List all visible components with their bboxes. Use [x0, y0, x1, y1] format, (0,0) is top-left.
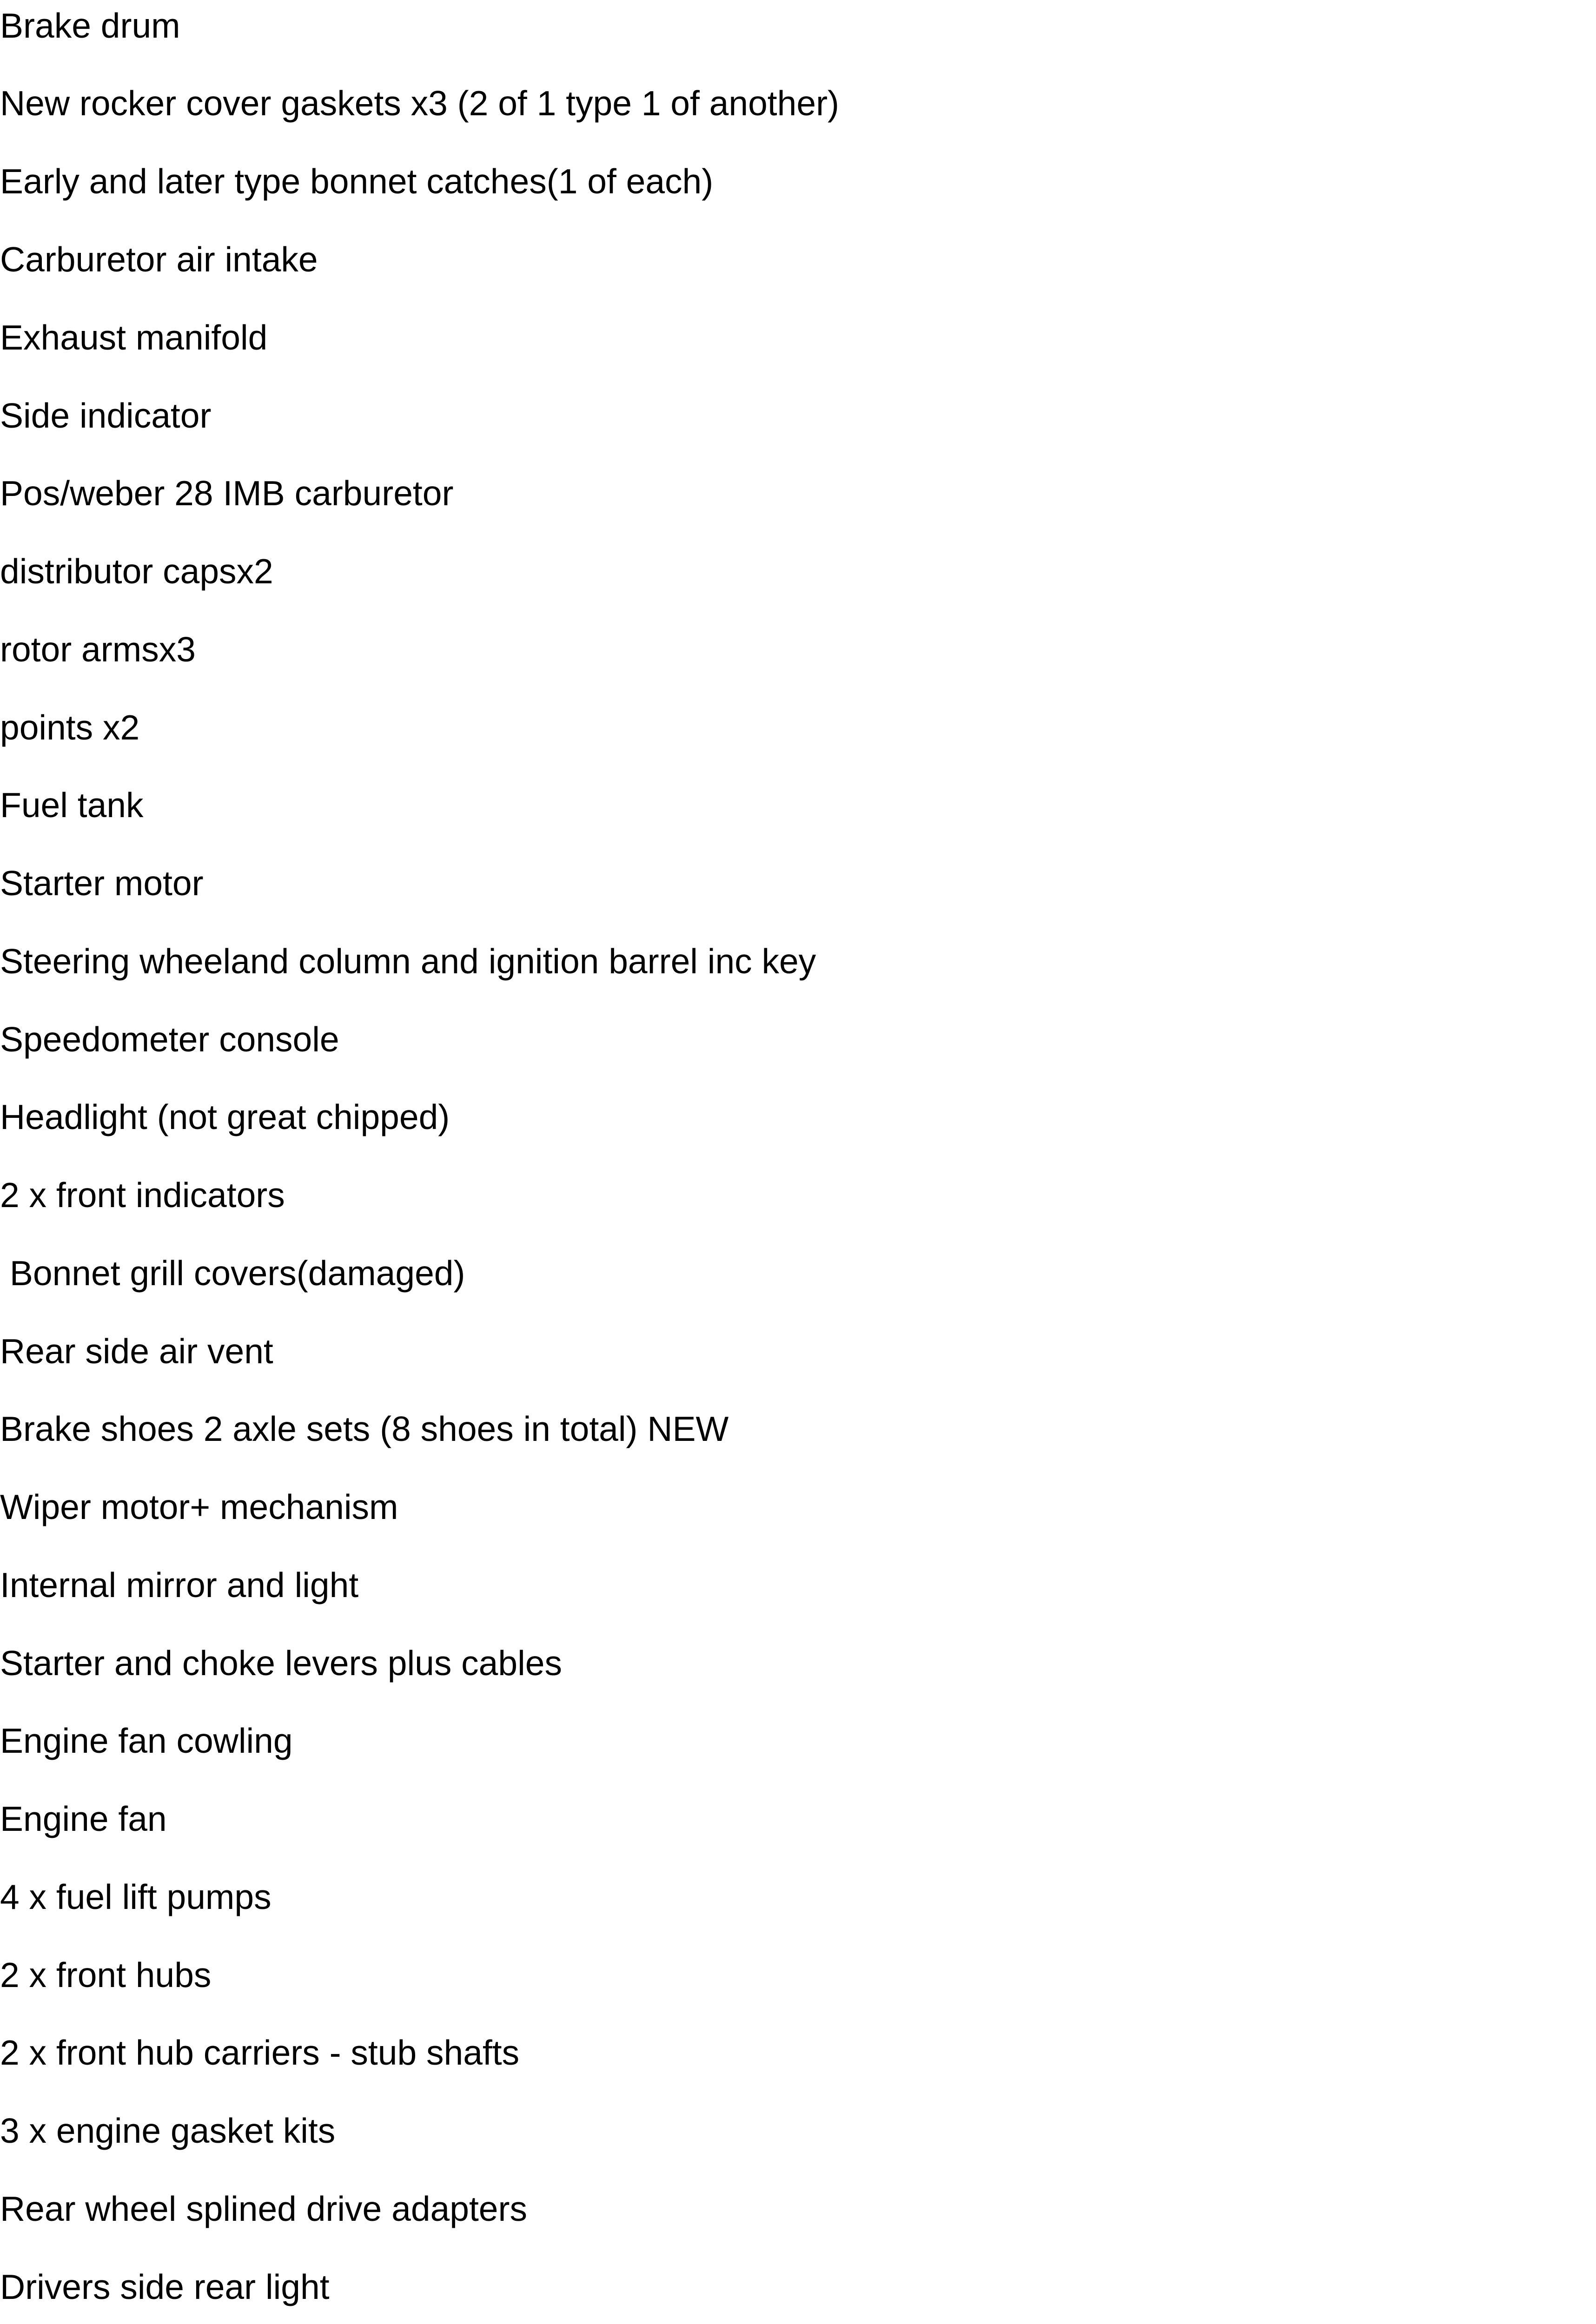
list-item: 2 x front hub carriers - stub shafts	[0, 2033, 520, 2072]
list-item: Wiper motor+ mechanism	[0, 1487, 398, 1526]
list-item: 4 x fuel lift pumps	[0, 1877, 272, 1916]
list-item: distributor capsx2	[0, 552, 273, 591]
list-item: Brake drum	[0, 6, 180, 45]
list-item: Rear side air vent	[0, 1332, 273, 1371]
list-item: Bonnet grill covers(damaged)	[0, 1254, 465, 1293]
list-item: Headlight (not great chipped)	[0, 1097, 450, 1136]
list-item: Exhaust manifold	[0, 318, 268, 357]
list-item: Carburetor air intake	[0, 240, 318, 279]
list-item: New rocker cover gaskets x3 (2 of 1 type 1 of another)	[0, 84, 840, 123]
list-item: Brake shoes 2 axle sets (8 shoes in total) NEW	[0, 1409, 729, 1448]
list-item: Internal mirror and light	[0, 1565, 359, 1604]
list-item: Pos/weber 28 IMB carburetor	[0, 474, 454, 513]
list-item: Engine fan	[0, 1799, 167, 1838]
list-item: Side indicator	[0, 396, 212, 435]
list-item: Speedometer console	[0, 1020, 339, 1059]
list-item: Steering wheeland column and ignition barrel inc key	[0, 942, 816, 981]
list-item: Starter motor	[0, 864, 204, 903]
list-item: Starter and choke levers plus cables	[0, 1644, 562, 1683]
list-item: Fuel tank	[0, 786, 144, 825]
list-item: 3 x engine gasket kits	[0, 2111, 336, 2150]
list-item: 2 x front indicators	[0, 1175, 285, 1215]
list-item: rotor armsx3	[0, 630, 196, 669]
list-item: Drivers side rear light	[0, 2267, 330, 2306]
list-item: Early and later type bonnet catches(1 of each)	[0, 162, 714, 201]
list-item: points x2	[0, 708, 140, 747]
list-item: Rear wheel splined drive adapters	[0, 2189, 527, 2228]
list-item: Engine fan cowling	[0, 1721, 293, 1760]
list-item: 2 x front hubs	[0, 1955, 212, 1994]
